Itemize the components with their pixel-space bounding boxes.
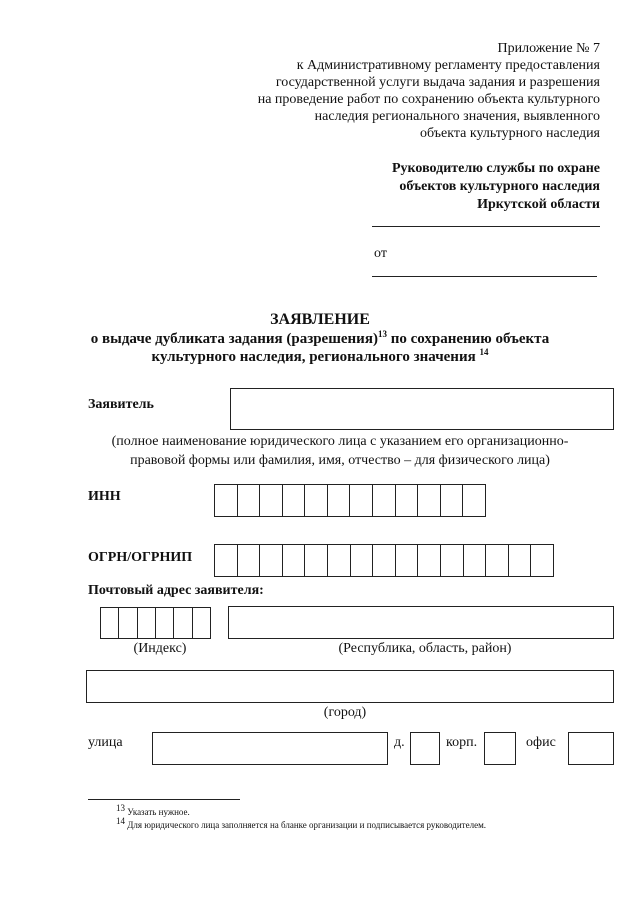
applicant-name-field[interactable]	[230, 388, 614, 430]
appendix-line-1: Приложение № 7	[497, 41, 600, 56]
street-label: улица	[88, 735, 123, 750]
region-caption: (Республика, область, район)	[338, 641, 512, 656]
inn-cell[interactable]	[418, 485, 441, 516]
postal-index-cell[interactable]	[156, 608, 174, 638]
from-label: от	[374, 246, 387, 261]
ogrn-cell[interactable]	[373, 545, 396, 576]
form-subtitle-line-1	[0, 331, 640, 348]
index-caption: (Индекс)	[133, 641, 187, 656]
ogrn-cell[interactable]	[215, 545, 238, 576]
city-caption: (город)	[323, 705, 367, 720]
city-field[interactable]	[86, 670, 614, 703]
applicant-hint-line-1: (полное наименование юридического лица с указанием его организационно-	[111, 434, 569, 449]
office-label: офис	[526, 735, 556, 750]
inn-cell[interactable]	[441, 485, 464, 516]
ogrn-cell[interactable]	[418, 545, 441, 576]
footnote-13-text: Указать нужное.	[127, 807, 190, 817]
ogrn-label: ОГРН/ОГРНИП	[88, 550, 193, 565]
inn-cell[interactable]	[260, 485, 283, 516]
footnote-separator	[88, 799, 240, 800]
from-line[interactable]	[372, 276, 597, 277]
postal-index-cell[interactable]	[101, 608, 119, 638]
footnote-ref-13: 13	[377, 329, 387, 339]
appendix-line-5: наследия регионального значения, выявленного	[314, 109, 600, 124]
inn-cell[interactable]	[396, 485, 419, 516]
ogrn-cell[interactable]	[464, 545, 487, 576]
house-field[interactable]	[410, 732, 440, 765]
inn-cell[interactable]	[283, 485, 306, 516]
inn-cell[interactable]	[463, 485, 485, 516]
building-label: корп.	[446, 735, 478, 750]
subtitle-text-2: культурного наследия, регионального значения	[151, 349, 480, 365]
footnote-ref-14: 14	[479, 347, 489, 357]
ogrn-cell[interactable]	[531, 545, 553, 576]
subtitle-text-1a: о выдаче дубликата задания (разрешения)	[90, 331, 378, 347]
ogrn-cell[interactable]	[283, 545, 306, 576]
footnote-13	[116, 803, 190, 818]
inn-cell[interactable]	[238, 485, 261, 516]
street-field[interactable]	[152, 732, 388, 765]
ogrn-cell[interactable]	[238, 545, 261, 576]
inn-cell[interactable]	[373, 485, 396, 516]
inn-cell[interactable]	[328, 485, 351, 516]
inn-cell[interactable]	[305, 485, 328, 516]
appendix-line-2: к Административному регламенту предоставления	[296, 58, 600, 73]
appendix-header	[258, 40, 600, 142]
office-field[interactable]	[568, 732, 614, 765]
recipient-line-3: Иркутской области	[477, 197, 600, 212]
recipient-name-line[interactable]	[372, 226, 600, 227]
recipient-line-2: объектов культурного наследия	[399, 179, 600, 194]
ogrn-cell[interactable]	[441, 545, 464, 576]
ogrn-cell[interactable]	[351, 545, 374, 576]
postal-index-cell[interactable]	[119, 608, 137, 638]
ogrn-cell[interactable]	[260, 545, 283, 576]
postal-index-field[interactable]	[100, 607, 211, 639]
applicant-label: Заявитель	[88, 397, 154, 412]
appendix-line-3: государственной услуги выдача задания и разрешения	[275, 75, 600, 90]
ogrn-cell[interactable]	[305, 545, 328, 576]
footnote-14-text: Для юридического лица заполняется на бланке организации и подписывается руководителем.	[127, 820, 487, 830]
region-field[interactable]	[228, 606, 614, 639]
house-label: д.	[394, 735, 405, 750]
footnote-14-number: 14	[116, 816, 125, 826]
recipient-block	[392, 160, 600, 214]
inn-label: ИНН	[88, 489, 121, 504]
ogrn-cell[interactable]	[328, 545, 351, 576]
ogrn-cell[interactable]	[486, 545, 509, 576]
inn-field[interactable]	[214, 484, 486, 517]
appendix-line-4: на проведение работ по сохранению объекта культурного	[257, 92, 600, 107]
building-field[interactable]	[484, 732, 516, 765]
ogrn-cell[interactable]	[509, 545, 532, 576]
applicant-hint-line-2: правовой формы или фамилия, имя, отчество – для физического лица)	[130, 453, 550, 468]
subtitle-text-1b: по сохранению объекта	[386, 331, 550, 347]
address-label: Почтовый адрес заявителя:	[88, 583, 264, 598]
recipient-line-1: Руководителю службы по охране	[391, 161, 600, 176]
footnote-14	[116, 816, 487, 831]
inn-cell[interactable]	[350, 485, 373, 516]
form-title: ЗАЯВЛЕНИЕ	[270, 311, 370, 328]
ogrn-cell[interactable]	[396, 545, 419, 576]
appendix-line-6: объекта культурного наследия	[420, 126, 600, 141]
postal-index-cell[interactable]	[174, 608, 192, 638]
footnote-13-number: 13	[116, 803, 125, 813]
form-subtitle-line-2	[0, 349, 640, 366]
inn-cell[interactable]	[215, 485, 238, 516]
postal-index-cell[interactable]	[193, 608, 210, 638]
postal-index-cell[interactable]	[138, 608, 156, 638]
ogrn-field[interactable]	[214, 544, 554, 577]
